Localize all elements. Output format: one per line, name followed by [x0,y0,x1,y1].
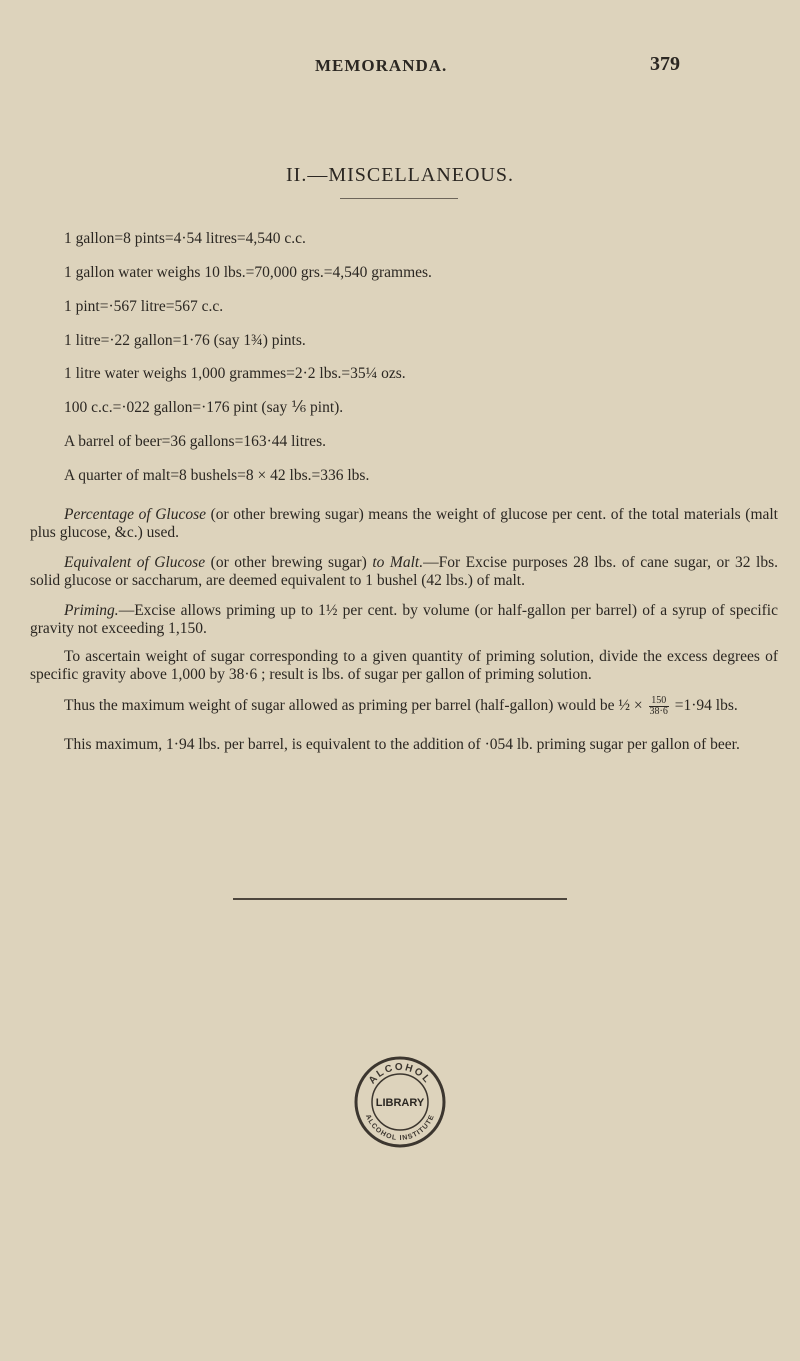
fraction-numerator: 150 [649,696,669,707]
term-percentage-of-glucose: Percentage of Glucose [64,506,206,523]
page-number: 379 [650,53,680,75]
paragraph-thus-maximum [64,696,738,717]
term-to-malt: to Malt. [372,554,424,571]
stamp-middle-text: LIBRARY [375,1097,425,1109]
running-head [0,53,800,80]
paragraph-percentage-glucose [30,506,778,542]
stamp-bottom-text: ALCOHOL INSTITUTE [363,1113,437,1143]
paragraph-this-maximum: This maximum, 1·94 lbs. per barrel, is equivalent to the addition of ·054 lb. priming sugar per gallon of beer. [64,736,740,753]
term-equivalent-of-glucose: Equivalent of Glucose [64,554,206,571]
library-stamp [350,1052,450,1152]
paragraph-text: (or other brewing sugar) [205,554,373,571]
equivalence-line: A barrel of beer=36 gallons=163·44 litres. [64,433,326,450]
paragraph-text: Thus the maximum weight of sugar allowed as priming per barrel (half-gallon) would be ½ × [64,697,647,715]
paragraph-text: (or other brewing sugar) means the weight of glucose per cent. of the total materials (malt plus glucose, &c.) used. [30,506,778,541]
paragraph-priming [30,602,778,638]
stamp-top-text: ALCOHOL [366,1061,434,1087]
paragraph-equivalent-glucose [30,554,778,590]
fraction-denominator: 38·6 [649,706,668,717]
equivalence-line: 1 gallon=8 pints=4·54 litres=4,540 c.c. [64,230,306,247]
paragraph-text: =1·94 lbs. [670,697,738,715]
paragraph-text: —For Excise purposes 28 lbs. of cane sugar, or 32 lbs. solid glucose or saccharum, are deemed equivalent to 1 bushel (42 lbs.) of malt. [30,554,779,589]
equivalence-line: 100 c.c.=·022 gallon=·176 pint (say ⅙ pint). [64,399,344,416]
paragraph-text: —Excise allows priming up to 1½ per cent. by volume (or half-gallon per barrel) of a syrup of specific gravity not exceeding 1,150. [30,602,778,637]
fraction [649,696,669,717]
running-title: MEMORANDA. [315,56,448,75]
end-rule [233,898,567,900]
equivalence-line: 1 gallon water weighs 10 lbs.=70,000 grs.=4,540 grammes. [64,264,432,281]
equivalence-line: 1 pint=·567 litre=567 c.c. [64,298,224,315]
term-priming: Priming. [64,602,119,619]
paragraph-ascertain-weight [30,648,778,684]
equivalence-line: 1 litre water weighs 1,000 grammes=2·2 lbs.=35¼ ozs. [64,365,406,382]
paragraph-text: To ascertain weight of sugar corresponding to a given quantity of priming solution, divide the excess degrees of specific gravity above 1,000 by 38·6 ; result is lbs. of sugar per gallon of priming solution. [30,648,778,683]
equivalence-line: 1 litre=·22 gallon=1·76 (say 1¾) pints. [64,332,306,349]
title-rule [340,198,458,199]
equivalence-line: A quarter of malt=8 bushels=8 × 42 lbs.=336 lbs. [64,467,370,484]
section-title: II.—MISCELLANEOUS. [286,164,514,186]
